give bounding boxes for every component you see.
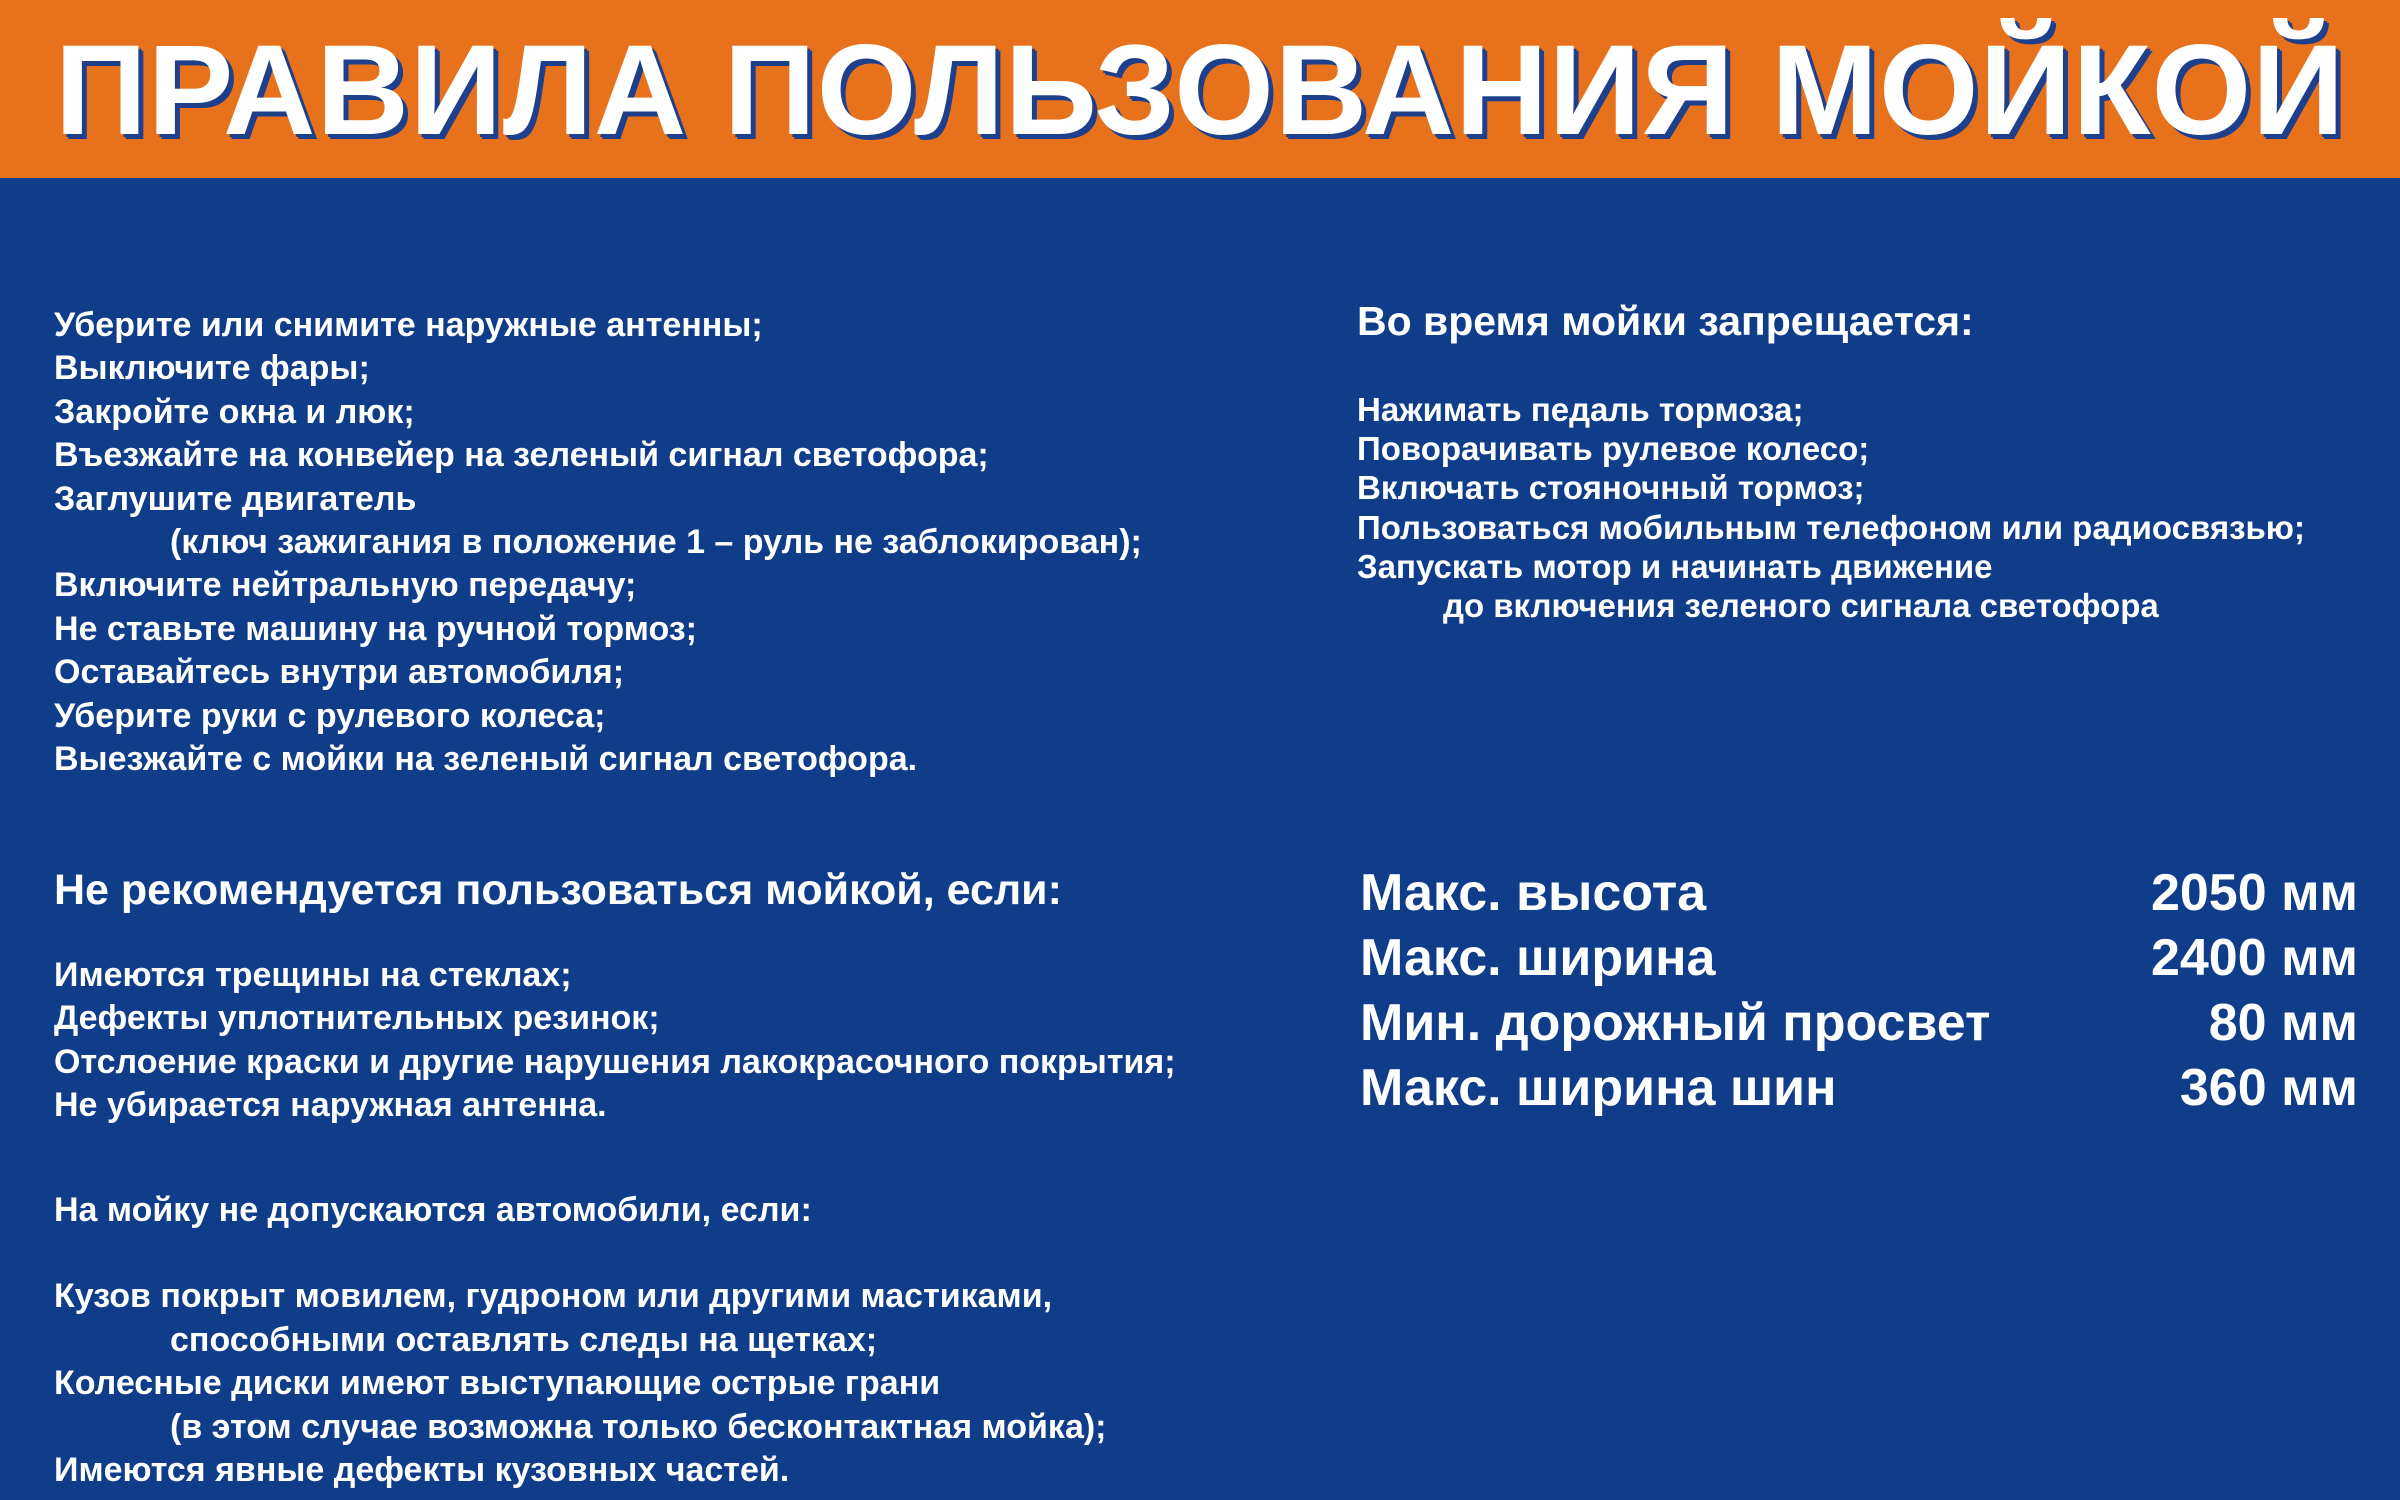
- rule-line: Уберите руки с рулевого колеса;: [54, 696, 606, 735]
- forbidden-line: Пользоваться мобильным телефоном или радиосвязью;: [1357, 508, 2305, 546]
- spec-value: 80 мм: [2208, 993, 2358, 1052]
- rule-line: Закройте окна и люк;: [54, 392, 415, 431]
- spec-value: 2050 мм: [2150, 863, 2358, 922]
- rule-line: Уберите или снимите наружные антенны;: [54, 306, 763, 344]
- rule-line: Оставайтесь внутри автомобиля;: [54, 653, 625, 692]
- not-recommended-section: [54, 862, 1176, 1128]
- spec-row-max-height: [1360, 860, 2358, 925]
- not-recommended-title: Не рекомендуется пользоваться мойкой, если:: [54, 866, 1062, 914]
- rule-line: Заглушите двигатель: [54, 479, 417, 518]
- forbidden-title: Во время мойки запрещается:: [1357, 298, 1974, 344]
- not-recommended-line: Дефекты уплотнительных резинок;: [54, 999, 660, 1038]
- rule-line: Выключите фары;: [54, 349, 370, 388]
- header-banner: [0, 0, 2400, 178]
- spec-row-min-clearance: [1360, 990, 2358, 1055]
- page-title: ПРАВИЛА ПОЛЬЗОВАНИЯ МОЙКОЙ: [54, 19, 2346, 162]
- rule-line: Выезжайте с мойки на зеленый сигнал светофора.: [54, 739, 918, 778]
- rule-line: Не ставьте машину на ручной тормоз;: [54, 609, 697, 648]
- spec-label: Макс. высота: [1360, 863, 1707, 922]
- spec-value: 2400 мм: [2150, 928, 2358, 987]
- not-recommended-line: Не убирается наружная антенна.: [54, 1086, 607, 1125]
- not-allowed-line: Имеются явные дефекты кузовных частей.: [54, 1450, 790, 1489]
- spec-label: Макс. ширина шин: [1360, 1058, 1837, 1117]
- specs-table: [1360, 860, 2358, 1120]
- rules-section: [54, 304, 1142, 781]
- not-allowed-section: [54, 1189, 1107, 1492]
- not-recommended-line: Имеются трещины на стеклах;: [54, 956, 572, 994]
- rule-line: (ключ зажигания в положение 1 – руль не заблокирован);: [170, 522, 1142, 561]
- not-allowed-line: способными оставлять следы на щетках;: [170, 1320, 878, 1359]
- rule-line: Включите нейтральную передачу;: [54, 566, 637, 605]
- spec-row-max-width: [1360, 925, 2358, 990]
- not-allowed-line: Колесные диски имеют выступающие острые грани: [54, 1364, 941, 1403]
- spec-row-max-tire-width: [1360, 1055, 2358, 1120]
- not-allowed-title: На мойку не допускаются автомобили, если:: [54, 1191, 812, 1229]
- not-recommended-line: Отслоение краски и другие нарушения лакокрасочного покрытия;: [54, 1042, 1176, 1081]
- spec-value: 360 мм: [2179, 1058, 2358, 1117]
- spec-label: Макс. ширина: [1360, 928, 1716, 987]
- spec-label: Мин. дорожный просвет: [1360, 993, 1991, 1052]
- rule-line: Въезжайте на конвейер на зеленый сигнал светофора;: [54, 436, 989, 475]
- forbidden-line: до включения зеленого сигнала светофора: [1443, 586, 2159, 624]
- not-allowed-line: Кузов покрыт мовилем, гудроном или другими мастиками,: [54, 1277, 1053, 1316]
- forbidden-line: Включать стояночный тормоз;: [1357, 469, 1865, 507]
- forbidden-line: Нажимать педаль тормоза;: [1357, 391, 1804, 428]
- forbidden-line: Поворачивать рулевое колесо;: [1357, 430, 1870, 468]
- forbidden-line: Запускать мотор и начинать движение: [1357, 547, 1993, 585]
- not-allowed-line: (в этом случае возможна только бесконтактная мойка);: [170, 1407, 1107, 1446]
- forbidden-section: [1357, 296, 2305, 625]
